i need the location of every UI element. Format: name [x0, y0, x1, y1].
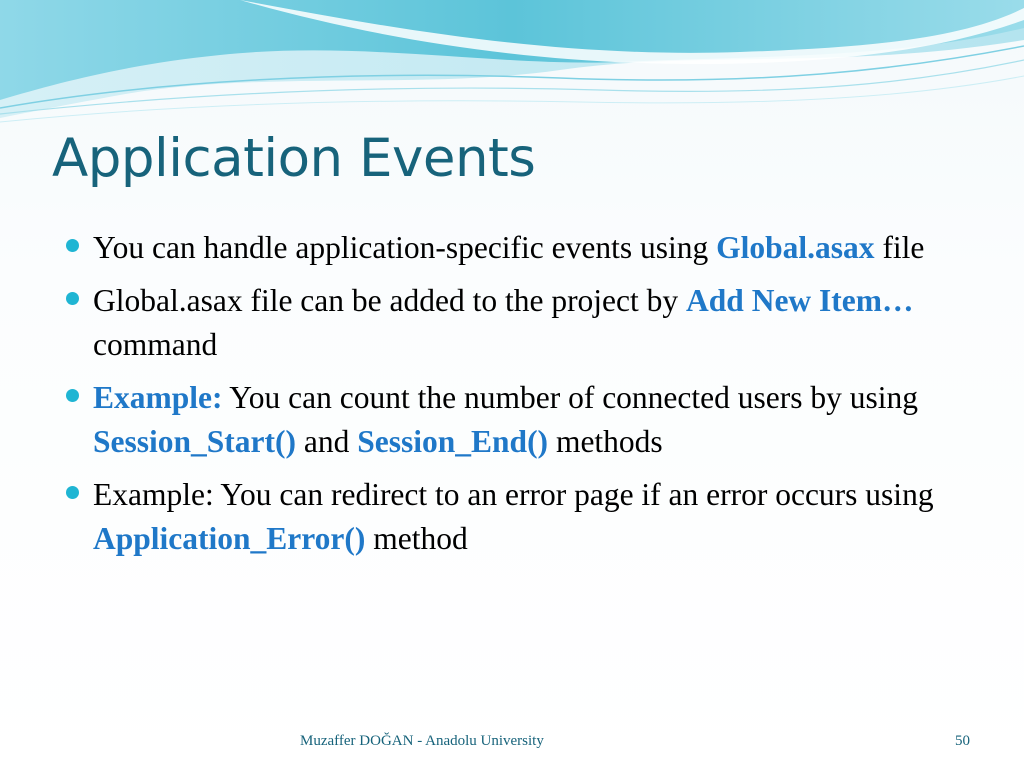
bullet-text: Global.asax file can be added to the project by [93, 283, 687, 318]
bullet-text: You can count the number of connected users by using [222, 380, 918, 415]
bullet-text: file [874, 230, 925, 265]
bullet-dot-icon [66, 239, 79, 252]
bullet-text: methods [548, 424, 663, 459]
slide-footer: Muzaffer DOĞAN - Anadolu University [300, 733, 544, 749]
bullet-list [66, 226, 946, 570]
page-number: 50 [955, 733, 970, 749]
bullet-item [66, 473, 946, 561]
bullet-dot-icon [66, 389, 79, 402]
header-wave-decoration [0, 0, 1024, 130]
bullet-dot-icon [66, 292, 79, 305]
highlight-application-error: Application_Error() [93, 521, 366, 556]
bullet-text: command [93, 327, 218, 362]
highlight-add-new-item: Add New Item… [686, 283, 914, 318]
highlight-session-start: Session_Start() [93, 424, 296, 459]
bullet-item [66, 279, 946, 367]
bullet-text: method [365, 521, 468, 556]
bullet-text: You can handle application-specific events using [93, 230, 717, 265]
bullet-text: and [296, 424, 358, 459]
highlight-session-end: Session_End() [357, 424, 549, 459]
bullet-dot-icon [66, 486, 79, 499]
bullet-item [66, 226, 946, 270]
slide-title: Application Events [52, 128, 536, 189]
bullet-item [66, 376, 946, 464]
bullet-text: Example: You can redirect to an error page if an error occurs using [93, 477, 934, 512]
highlight-example: Example: [93, 380, 223, 415]
highlight-global-asax: Global.asax [716, 230, 875, 265]
